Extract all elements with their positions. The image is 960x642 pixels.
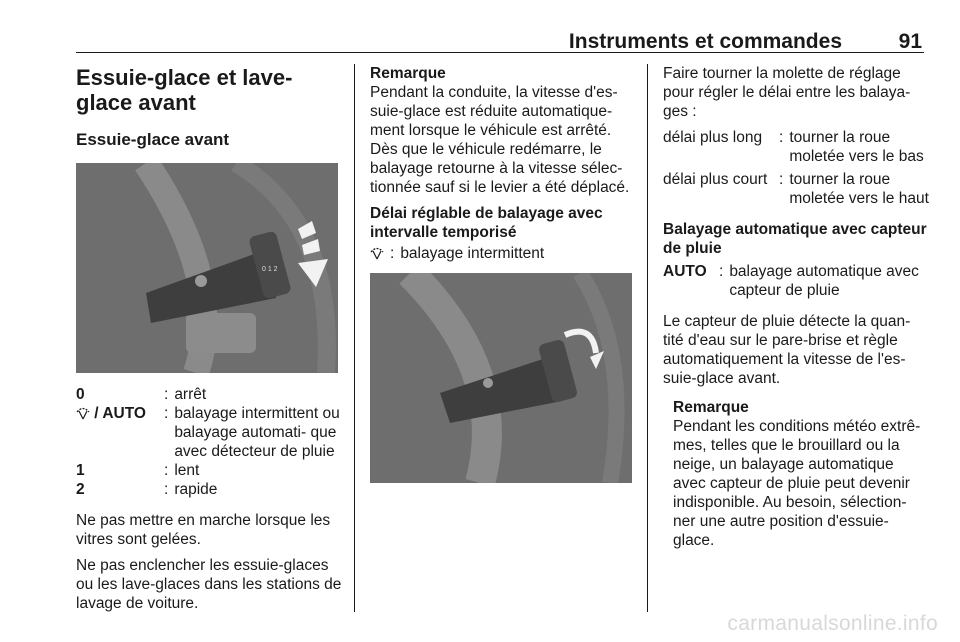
definition-separator: : (779, 129, 784, 146)
definition-row (663, 262, 929, 300)
subsection-title: Essuie-glace avant (76, 130, 230, 149)
definition-key (370, 244, 384, 263)
definition-key (76, 404, 158, 461)
definition-key-text: / AUTO (90, 405, 146, 422)
section-heading: Délai réglable de balayage avec intervalle temporisé (370, 205, 603, 241)
definition-value: lent (174, 462, 200, 479)
definition-key: 0 (76, 386, 85, 403)
definition-separator: : (390, 245, 395, 262)
definition-separator: : (164, 405, 169, 422)
definition-key: délai plus court (663, 171, 768, 188)
column-divider (354, 64, 355, 612)
column-3 (663, 64, 929, 550)
definition-list (76, 385, 344, 499)
page-number: 91 (898, 30, 922, 53)
wiper-stalk-illustration (76, 163, 338, 373)
definition-separator: : (164, 462, 169, 479)
paragraph: Le capteur de pluie détecte la quan‑ tité d'eau sur le pare-brise et règle automatiquement la vitesse de l'es‑ suie-glace avant. (663, 313, 911, 387)
definition-row (76, 461, 344, 480)
column-divider (647, 64, 648, 612)
definition-row (76, 404, 344, 461)
note-title: Remarque (370, 65, 446, 82)
note-text: Pendant la conduite, la vitesse d'es‑ suie-glace est réduite automatique‑ ment lorsque le véhicule est arrêté. Dès que le véhicule redémarre, le balayage retourne à la vitesse sélec‑ tionnée sauf si le levier a été déplacé. (370, 84, 630, 196)
definition-value: balayage intermittent (400, 245, 545, 262)
wiper-stalk-image (76, 163, 338, 373)
paragraph: Ne pas mettre en marche lorsque les vitres sont gelées. (76, 512, 331, 548)
definition-value: balayage automatique avec capteur de pluie (729, 263, 919, 299)
definition-row (663, 170, 929, 208)
definition-row (76, 385, 344, 404)
wiper-ring-illustration (370, 273, 632, 483)
header-rule (76, 52, 924, 53)
intermittent-wiper-icon (76, 406, 90, 420)
definition-key: AUTO (663, 263, 707, 280)
definition-separator: : (779, 171, 784, 188)
paragraph: Faire tourner la molette de réglage pour régler le délai entre les balaya‑ ges : (663, 65, 911, 120)
note-text: Pendant les conditions météo extrê‑ mes, telles que le brouillard ou la neige, un balayage automatique avec capteur de pluie peut devenir indisponible. Au besoin, sélection‑ ner une autre position d'essuie- glace. (673, 418, 921, 549)
definition-key: 2 (76, 481, 85, 498)
note-title: Remarque (673, 399, 749, 416)
definition-value: tourner la roue moletée vers le bas (789, 129, 924, 165)
definition-separator: : (719, 263, 724, 280)
column-2 (370, 64, 633, 483)
definition-value: tourner la roue moletée vers le haut (789, 171, 929, 207)
column-1 (76, 64, 344, 620)
watermark: carmanualsonline.info (727, 612, 938, 635)
definition-row (76, 480, 344, 499)
definition-value: balayage intermittent ou balayage automati‑ que avec détecteur de pluie (174, 405, 340, 460)
definition-key: 1 (76, 462, 85, 479)
definition-separator: : (164, 386, 169, 403)
definition-row (370, 244, 633, 263)
definition-value: arrêt (174, 386, 207, 403)
definition-separator: : (164, 481, 169, 498)
intermittent-wiper-icon (370, 246, 384, 260)
header-title: Instruments et commandes (568, 30, 842, 53)
section-title: Essuie-glace et lave-glace avant (76, 65, 293, 115)
svg-text:0 1 2: 0 1 2 (262, 266, 278, 273)
definition-row (663, 128, 929, 166)
paragraph: Ne pas enclencher les essuie-glaces ou les lave-glaces dans les stations de lavage de voiture. (76, 557, 342, 612)
wiper-ring-image (370, 273, 632, 483)
note-block (673, 398, 929, 550)
section-heading: Balayage automatique avec capteur de pluie (663, 221, 927, 257)
definition-value: rapide (174, 481, 218, 498)
definition-key: délai plus long (663, 129, 763, 146)
note-block (370, 64, 633, 197)
